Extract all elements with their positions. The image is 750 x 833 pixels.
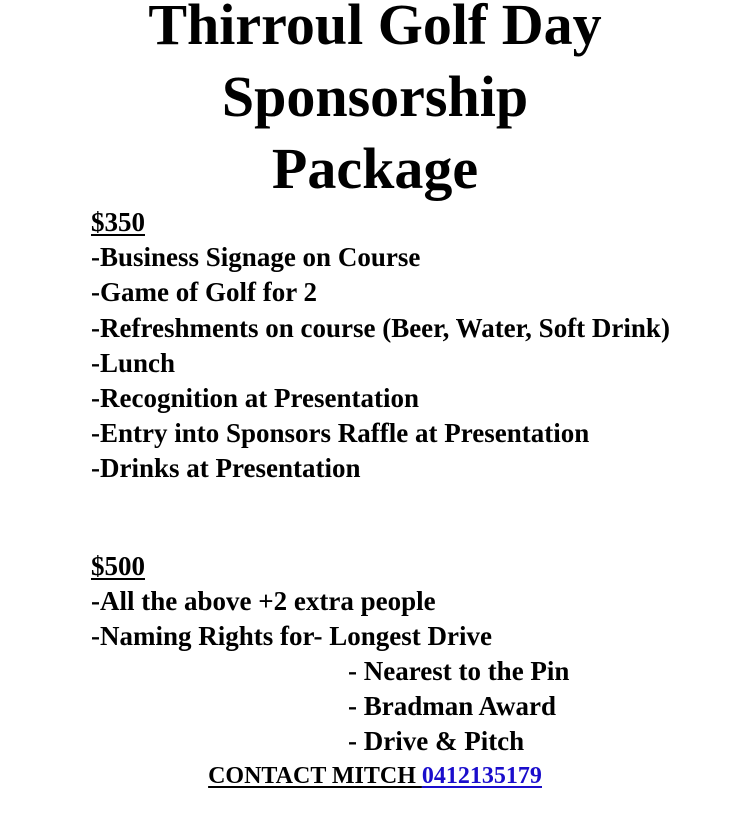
package-350-item-raffle: -Entry into Sponsors Raffle at Presentation	[91, 418, 590, 449]
contact-line	[0, 760, 750, 792]
package-350	[91, 205, 691, 487]
page-title	[0, 0, 750, 205]
naming-rights-drive-pitch: - Drive & Pitch	[348, 726, 525, 757]
contact-phone-link[interactable]: 0412135179	[421, 763, 542, 789]
naming-rights-list	[348, 654, 569, 760]
package-350-item-refreshments: -Refreshments on course (Beer, Water, Soft Drink)	[91, 312, 670, 343]
package-350-item-golf: -Game of Golf for 2	[91, 277, 317, 308]
package-350-item-signage: -Business Signage on Course	[91, 242, 421, 273]
title-line-3: Package	[271, 136, 479, 201]
package-500-item-extra-people: -All the above +2 extra people	[91, 586, 436, 617]
package-500-item-naming-rights: -Naming Rights for- Longest Drive	[91, 621, 492, 652]
naming-rights-nearest-pin: - Nearest to the Pin	[348, 656, 570, 686]
package-350-item-lunch: -Lunch	[91, 347, 176, 378]
contact-label: CONTACT MITCH	[208, 763, 422, 789]
title-line-2: Sponsorship	[221, 64, 529, 129]
package-350-item-drinks: -Drinks at Presentation	[91, 453, 361, 484]
package-350-item-recognition: -Recognition at Presentation	[91, 383, 419, 414]
package-500-price: $500	[91, 551, 145, 581]
package-350-price: $350	[91, 207, 145, 237]
package-500	[91, 549, 492, 655]
naming-rights-bradman-award: - Bradman Award	[348, 691, 557, 722]
title-line-1: Thirroul Golf Day	[148, 0, 602, 57]
